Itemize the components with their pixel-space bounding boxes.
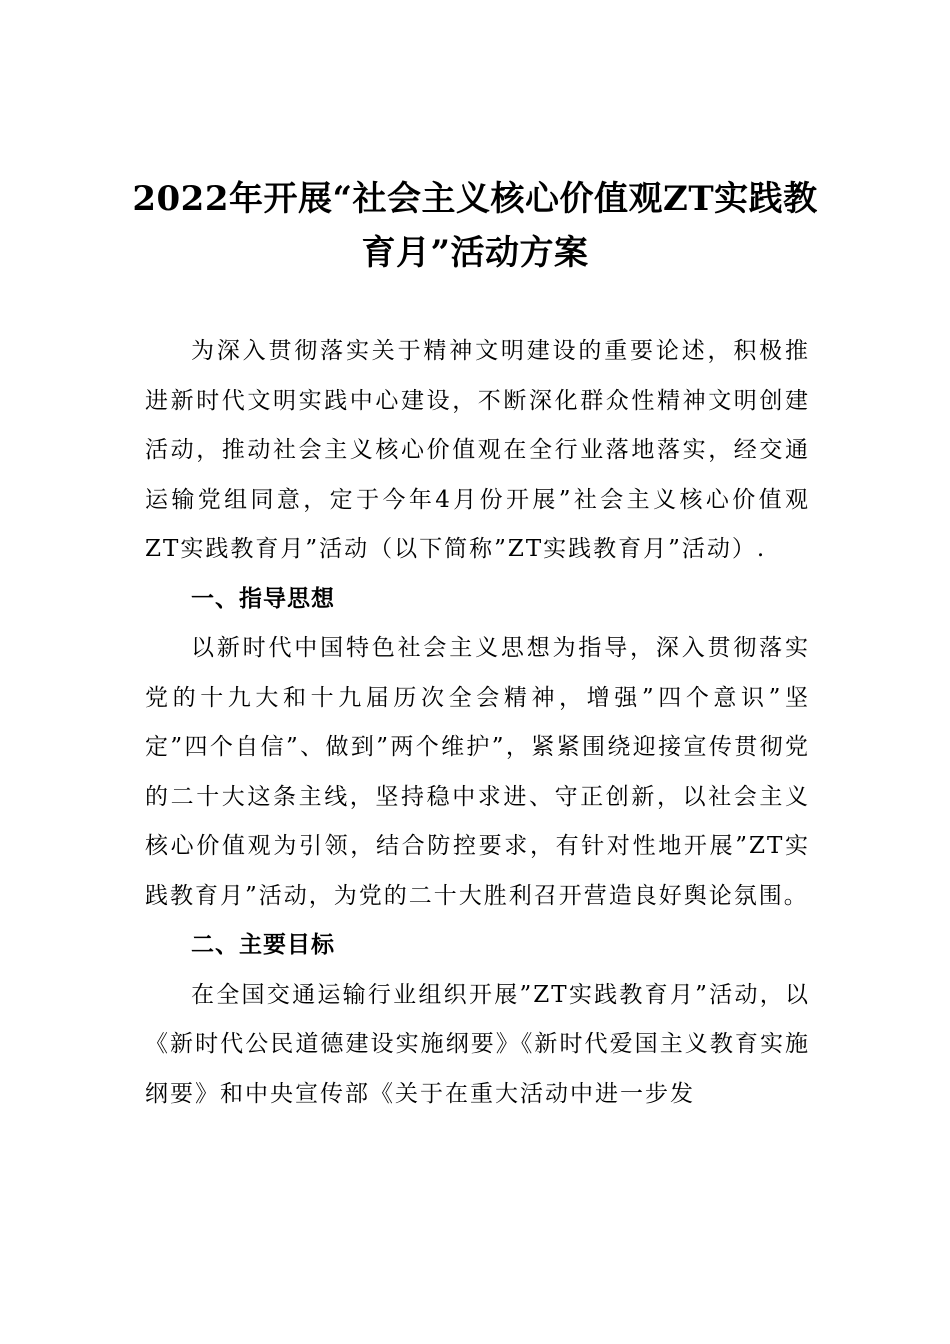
section-paragraph-guiding-ideology: 以新时代中国特色社会主义思想为指导，深入贯彻落实党的十九大和十九届历次全会精神，增强”四个意识”坚定”四个自信”、做到”两个维护”，紧紧围绕迎接宣传贯彻党的二十大这条主线，坚持稳中求进、守正创新，以社会主义核心价值观为引领，结合防控要求，有针对性地开展”ZT实践教育月”活动，为党的二十大胜利召开营造良好舆论氛围。	[145, 635, 810, 909]
document-body	[145, 327, 810, 1119]
section-heading-main-goals: 二、主要目标	[191, 932, 335, 958]
section-heading-guiding-ideology: 一、指导思想	[191, 585, 335, 612]
document-title: 2022年开展“社会主义核心价值观ZT实践教育月”活动方案	[132, 179, 818, 273]
section-paragraph-main-goals: 在全国交通运输行业组织开展”ZT实践教育月”活动，以《新时代公民道德建设实施纲要》《新时代爱国主义教育实施纲要》和中央宣传部《关于在重大活动中进一步发	[145, 981, 810, 1107]
intro-paragraph: 为深入贯彻落实关于精神文明建设的重要论述，积极推进新时代文明实践中心建设，不断深化群众性精神文明创建活动，推动社会主义核心价值观在全行业落地落实，经交通运输党组同意，定于今年4月份开展”社会主义核心价值观ZT实践教育月”活动（以下简称”ZT实践教育月”活动）.	[145, 338, 810, 562]
